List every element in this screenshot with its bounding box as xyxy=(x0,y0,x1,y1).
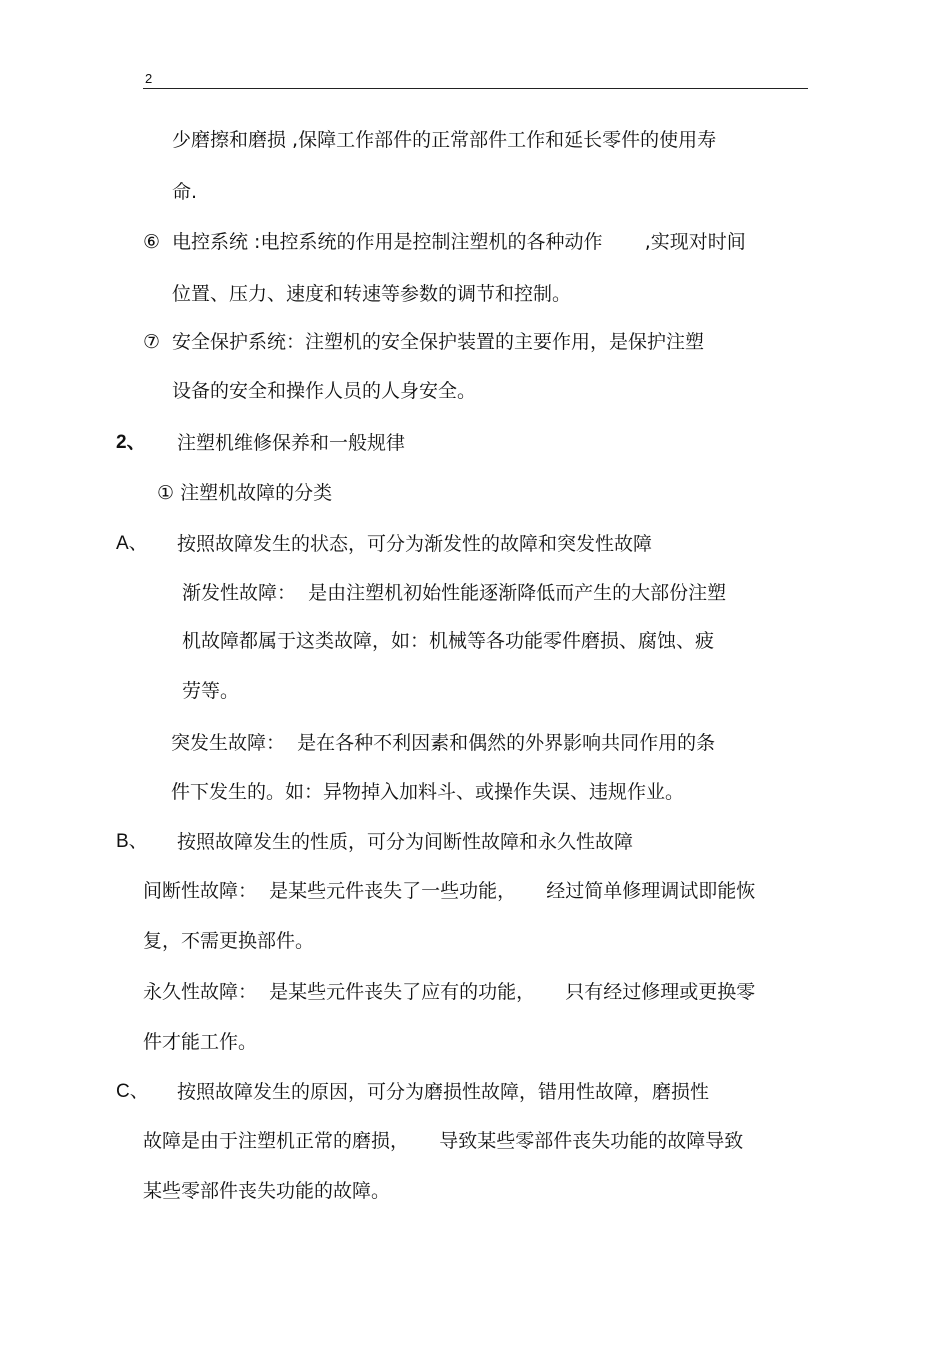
paragraph-line: 某些零部件丧失功能的故障。 xyxy=(143,1180,391,1202)
paragraph-line: 设备的安全和操作人员的人身安全。 xyxy=(172,380,477,402)
paragraph-line: 突发生故障： 是在各种不利因素和偶然的外界影响共同作用的条 xyxy=(171,732,716,754)
section-title: 注塑机维修保养和一般规律 xyxy=(177,432,406,454)
header-rule xyxy=(143,88,808,89)
subsection-title: ① 注塑机故障的分类 xyxy=(157,482,333,504)
section-marker: 2、 xyxy=(116,432,146,453)
item-marker-a: A、 xyxy=(116,533,148,554)
paragraph-line: 按照故障发生的原因，可分为磨损性故障，错用性故障，磨损性 xyxy=(177,1081,710,1103)
paragraph-line: 按照故障发生的性质，可分为间断性故障和永久性故障 xyxy=(177,831,634,853)
list-marker-6: ⑥ xyxy=(143,231,161,253)
paragraph-line: 命. xyxy=(172,181,198,203)
item-marker-b: B、 xyxy=(116,831,148,852)
paragraph-line: 永久性故障： 是某些元件丧失了应有的功能， 只有经过修理或更换零 xyxy=(143,981,756,1003)
paragraph-line: 少磨擦和磨损 ,保障工作部件的正常部件工作和延长零件的使用寿 xyxy=(172,129,717,151)
paragraph-line: 间断性故障： 是某些元件丧失了一些功能， 经过简单修理调试即能恢 xyxy=(143,880,756,902)
list-marker-7: ⑦ xyxy=(143,331,161,353)
paragraph-line: 位置、压力、速度和转速等参数的调节和控制。 xyxy=(172,283,572,305)
paragraph-line: 劳等。 xyxy=(182,680,240,702)
page-number: 2 xyxy=(145,71,153,86)
paragraph-line: 电控系统 :电控系统的作用是控制注塑机的各种动作 ,实现对时间 xyxy=(172,231,746,253)
paragraph-line: 按照故障发生的状态，可分为渐发性的故障和突发性故障 xyxy=(177,533,653,555)
paragraph-line: 复，不需更换部件。 xyxy=(143,930,315,952)
paragraph-line: 故障是由于注塑机正常的磨损， 导致某些零部件丧失功能的故障导致 xyxy=(143,1130,744,1152)
item-marker-c: C、 xyxy=(116,1081,149,1102)
paragraph-line: 渐发性故障： 是由注塑机初始性能逐渐降低而产生的大部份注塑 xyxy=(182,582,727,604)
paragraph-line: 安全保护系统：注塑机的安全保护装置的主要作用，是保护注塑 xyxy=(172,331,705,353)
paragraph-line: 件下发生的。如：异物掉入加料斗、或操作失误、违规作业。 xyxy=(171,781,685,803)
paragraph-line: 件才能工作。 xyxy=(143,1031,258,1053)
paragraph-line: 机故障都属于这类故障，如：机械等各功能零件磨损、腐蚀、疲 xyxy=(182,630,715,652)
